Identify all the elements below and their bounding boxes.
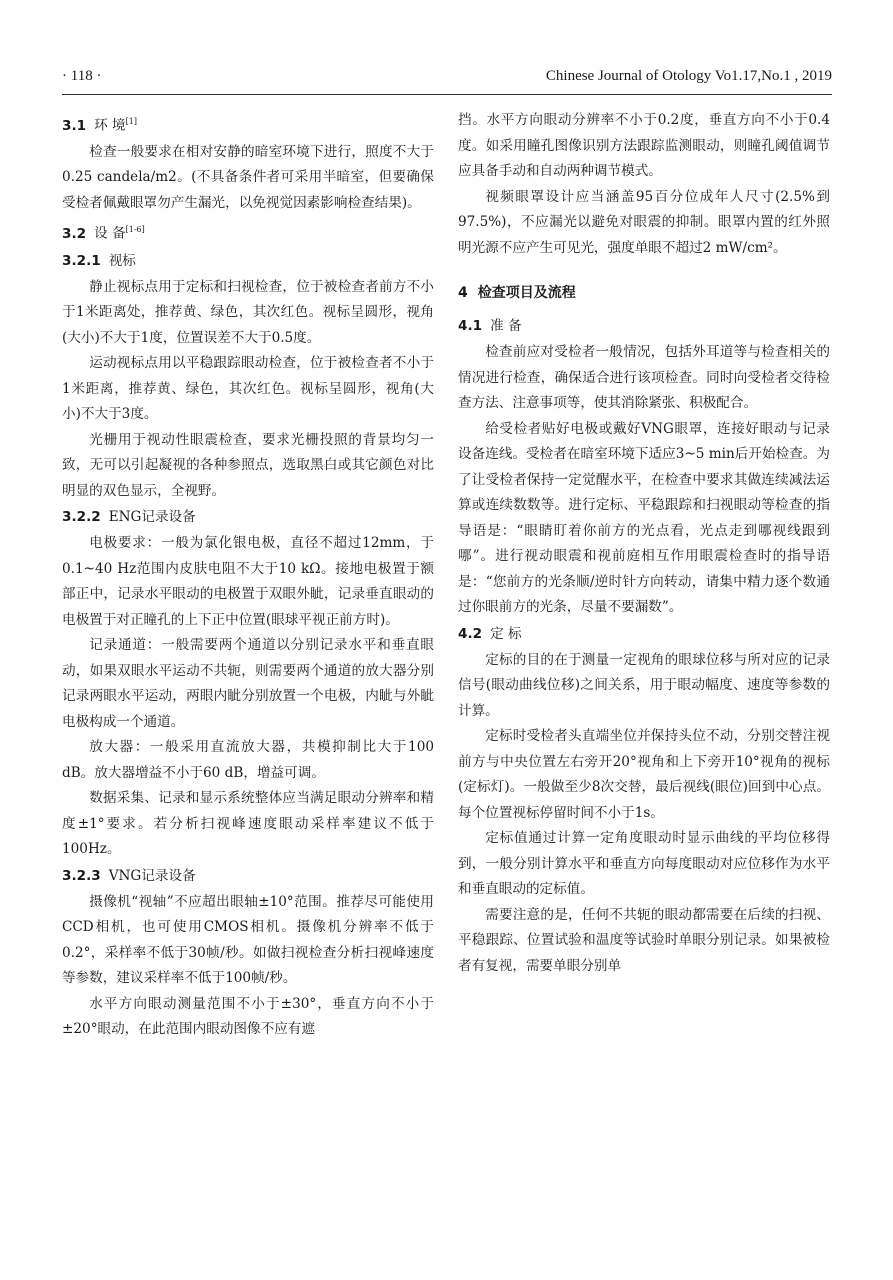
paragraph: 放大器：一般采用直流放大器，共模抑制比大于100 dB。放大器增益不小于60 dB，增益可调。 bbox=[62, 739, 434, 781]
paragraph: 光栅用于视动性眼震检查，要求光栅投照的背景均匀一致，无可以引起凝视的各种参照点，选取黑白或其它颜色对比明显的双色显示，全视野。 bbox=[62, 431, 434, 499]
section-number: 4.2 bbox=[458, 625, 483, 642]
paragraph: 需要注意的是，任何不共轭的眼动都需要在后续的扫视、平稳跟踪、位置试验和温度等试验时单眼分别记录。如果被检者有复视，需要单眼分别单 bbox=[458, 906, 830, 974]
left-column bbox=[62, 108, 434, 1043]
paragraph: 数据采集、记录和显示系统整体应当满足眼动分辨率和精度±1°要求。若分析扫视峰速度眼动采样率建议不低于100Hz。 bbox=[62, 790, 434, 858]
paragraph: 挡。水平方向眼动分辨率不小于0.2度，垂直方向不小于0.4度。如采用瞳孔图像识别方法跟踪监测眼动，则瞳孔阈值调节应具备手动和自动两种调节模式。 bbox=[458, 112, 830, 179]
citation: [1-6] bbox=[125, 225, 145, 235]
section-4-2-heading bbox=[458, 621, 830, 648]
section-number: 3.1 bbox=[62, 117, 87, 134]
paragraph: 视频眼罩设计应当涵盖95百分位成年人尺寸(2.5%到97.5%)，不应漏光以避免对眼震的抑制。眼罩内置的红外照明光源不应产生可见光，强度单眼不超过2 mW/cm²。 bbox=[458, 188, 830, 256]
section-number: 3.2.1 bbox=[62, 252, 101, 269]
section-title: ENG记录设备 bbox=[108, 509, 196, 526]
section-title: 定 标 bbox=[490, 625, 522, 642]
section-number: 3.2.2 bbox=[62, 509, 101, 526]
section-title: 视标 bbox=[108, 252, 136, 269]
section-number: 4.1 bbox=[458, 318, 483, 334]
paragraph: 检查一般要求在相对安静的暗室环境下进行，照度不大于0.25 candela/m2。(不具备条件者可采用半暗室，但要确保受检者佩戴眼罩勿产生漏光，以免视觉因素影响检查结果)。 bbox=[62, 143, 434, 211]
section-3-2-2-heading bbox=[62, 504, 434, 531]
paragraph: 电极要求：一般为氯化银电极，直径不超过12mm，于0.1~40 Hz范围内皮肤电阻不大于10 kΩ。接地电极置于额部正中，记录水平眼动的电极置于双眼外眦，记录垂直眼动的电极置于对正瞳孔的上下正中位置(眼球平视正前方时)。 bbox=[62, 535, 434, 628]
section-3-1-heading bbox=[62, 108, 434, 140]
paragraph: 定标的目的在于测量一定视角的眼球位移与所对应的记录信号(眼动曲线位移)之间关系，用于眼动幅度、速度等参数的计算。 bbox=[458, 651, 830, 719]
section-number: 4 bbox=[458, 285, 468, 301]
paragraph: 摄像机“视轴”不应超出眼轴±10°范围。推荐尽可能使用CCD相机，也可使用CMOS相机。摄像机分辨率不低于0.2°，采样率不低于30帧/秒。如做扫视检查分析扫视峰速度等参数，建议采样率不低于100帧/秒。 bbox=[62, 893, 434, 987]
paragraph: 运动视标点用以平稳跟踪眼动检查，位于被检查者不小于1米距离，推荐黄、绿色，其次红色。视标呈圆形，视角(大小)不大于3度。 bbox=[62, 355, 434, 423]
paragraph: 定标值通过计算一定角度眼动时显示曲线的平均位移得到，一般分别计算水平和垂直方向每度眼动对应位移作为水平和垂直眼动的定标值。 bbox=[458, 830, 830, 897]
section-3-2-1-heading bbox=[62, 248, 434, 275]
header-rule bbox=[62, 94, 832, 95]
section-title: 环 境 bbox=[94, 117, 126, 134]
paragraph: 检查前应对受检者一般情况，包括外耳道等与检查相关的情况进行检查，确保适合进行该项检查。同时向受检者交待检查方法、注意事项等，使其消除紧张、积极配合。 bbox=[458, 344, 830, 411]
section-4-heading bbox=[458, 279, 830, 307]
paragraph: 静止视标点用于定标和扫视检查，位于被检查者前方不小于1米距离处，推荐黄、绿色，其次红色。视标呈圆形，视角(大小)不大于1度，位置误差不大于0.5度。 bbox=[62, 278, 434, 346]
section-title: 检查项目及流程 bbox=[477, 285, 576, 301]
page-header bbox=[62, 68, 832, 94]
journal-title: Chinese Journal of Otology Vo1.17,No.1 , 2019 bbox=[545, 68, 832, 84]
paragraph: 记录通道：一般需要两个通道以分别记录水平和垂直眼动，如果双眼水平运动不共轭，则需要两个通道的放大器分别记录两眼水平运动，两眼内眦分别放置一个电极，内眦与外眦电极构成一个通道。 bbox=[62, 637, 434, 730]
page-number: · 118 · bbox=[62, 68, 102, 84]
section-number: 3.2.3 bbox=[62, 867, 101, 884]
section-title: 设 备 bbox=[94, 225, 126, 242]
citation: [1] bbox=[125, 117, 137, 126]
paragraph: 定标时受检者头直端坐位并保持头位不动，分别交替注视前方与中央位置左右旁开20°视角和上下旁开10°视角的视标(定标灯)。一般做至少8次交替，最后视线(眼位)回到中心点。每个位置视标停留时间不小于1s。 bbox=[458, 728, 830, 821]
section-3-2-3-heading bbox=[62, 863, 434, 890]
paragraph: 水平方向眼动测量范围不小于±30°，垂直方向不小于±20°眼动，在此范围内眼动图像不应有遮 bbox=[62, 995, 434, 1038]
paragraph: 给受检者贴好电极或戴好VNG眼罩，连接好眼动与记录设备连线。受检者在暗室环境下适应3~5 min后开始检查。为了让受检者保持一定觉醒水平，在检查中要求其做连续减法运算或连续数数等。进行定标、平稳跟踪和扫视眼动等检查的指导语是：“眼睛盯着你前方的光点看，光点走到哪视线跟到哪”。进行视动眼震和视前庭相互作用眼震检查时的指导语是：“您前方的光条顺/逆时针方向转动，请集中精力逐个数通过你眼前方的光条，尽量不要漏数”。 bbox=[458, 420, 830, 615]
section-number: 3.2 bbox=[62, 225, 87, 242]
section-3-2-heading bbox=[62, 216, 434, 248]
section-4-1-heading bbox=[458, 313, 830, 340]
section-title: 准 备 bbox=[490, 318, 522, 334]
section-title: VNG记录设备 bbox=[108, 867, 196, 884]
right-column bbox=[458, 108, 830, 979]
